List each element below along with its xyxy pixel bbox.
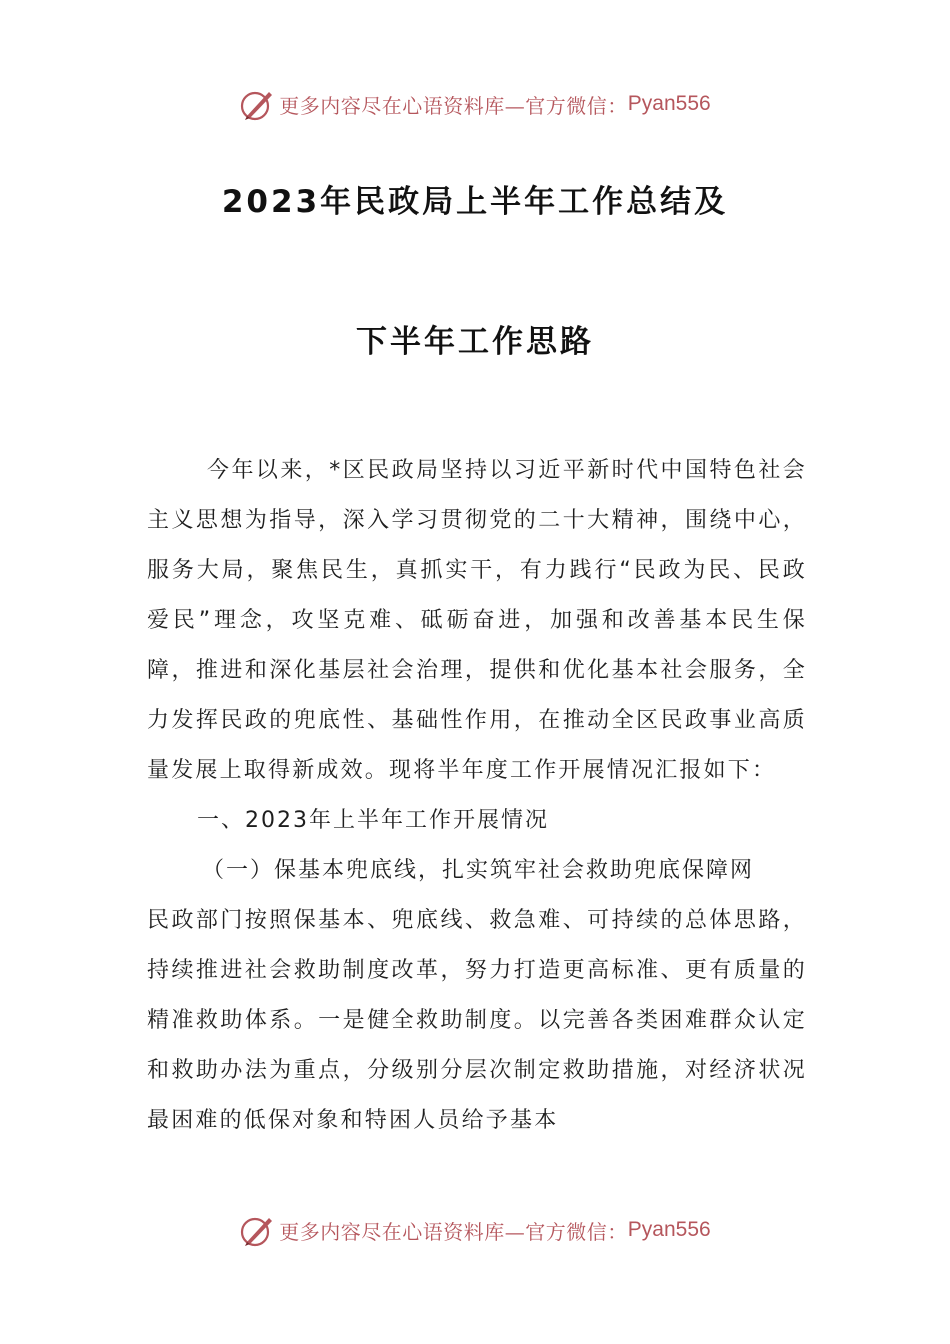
subsection-heading: （一）保基本兜底线，扎实筑牢社会救助兜底保障网 — [202, 858, 755, 883]
body-paragraph: 民政部门按照保基本、兜底线、救急难、可持续的总体思路，持续推进社会救助制度改革，努力打造更高标准、更有质量的精准救助体系。一是健全救助制度。以完善各类困难群众认定和救助办法为重点，分级别分层次制定救助措施，对经济状况最困难的低保对象和特困人员给予基本 — [147, 908, 807, 1133]
intro-paragraph: 今年以来，*区民政局坚持以习近平新时代中国特色社会主义思想为指导，深入学习贯彻党的二十大精神，围绕中心，服务大局，聚焦民生，真抓实干，有力践行“民政为民、民政爱民”理念，攻坚克难、砥砺奋进，加强和改善基本民生保障，推进和深化基层社会治理，提供和优化基本社会服务，全力发挥民政的兜底性、基础性作用，在推动全区民政事业高质量发展上取得新成效。现将半年度工作开展情况汇报如下： — [147, 458, 807, 783]
watermark-text: 更多内容尽在心语资料库—官方微信： — [279, 93, 628, 118]
pen-logo-icon — [239, 86, 275, 122]
document-title-line2: 下半年工作思路 — [356, 324, 594, 360]
pen-logo-icon — [239, 1212, 275, 1248]
watermark-text: 更多内容尽在心语资料库—官方微信： — [279, 1219, 628, 1244]
document-title-line1: 2023年民政局上半年工作总结及 — [221, 184, 729, 220]
section-heading: 一、2023年上半年工作开展情况 — [197, 808, 549, 833]
watermark-id: Pyan556 — [627, 1218, 711, 1241]
watermark-banner-top — [0, 84, 950, 124]
document-body — [147, 446, 807, 1146]
watermark-banner-bottom — [0, 1210, 950, 1250]
watermark-id: Pyan556 — [627, 92, 711, 115]
